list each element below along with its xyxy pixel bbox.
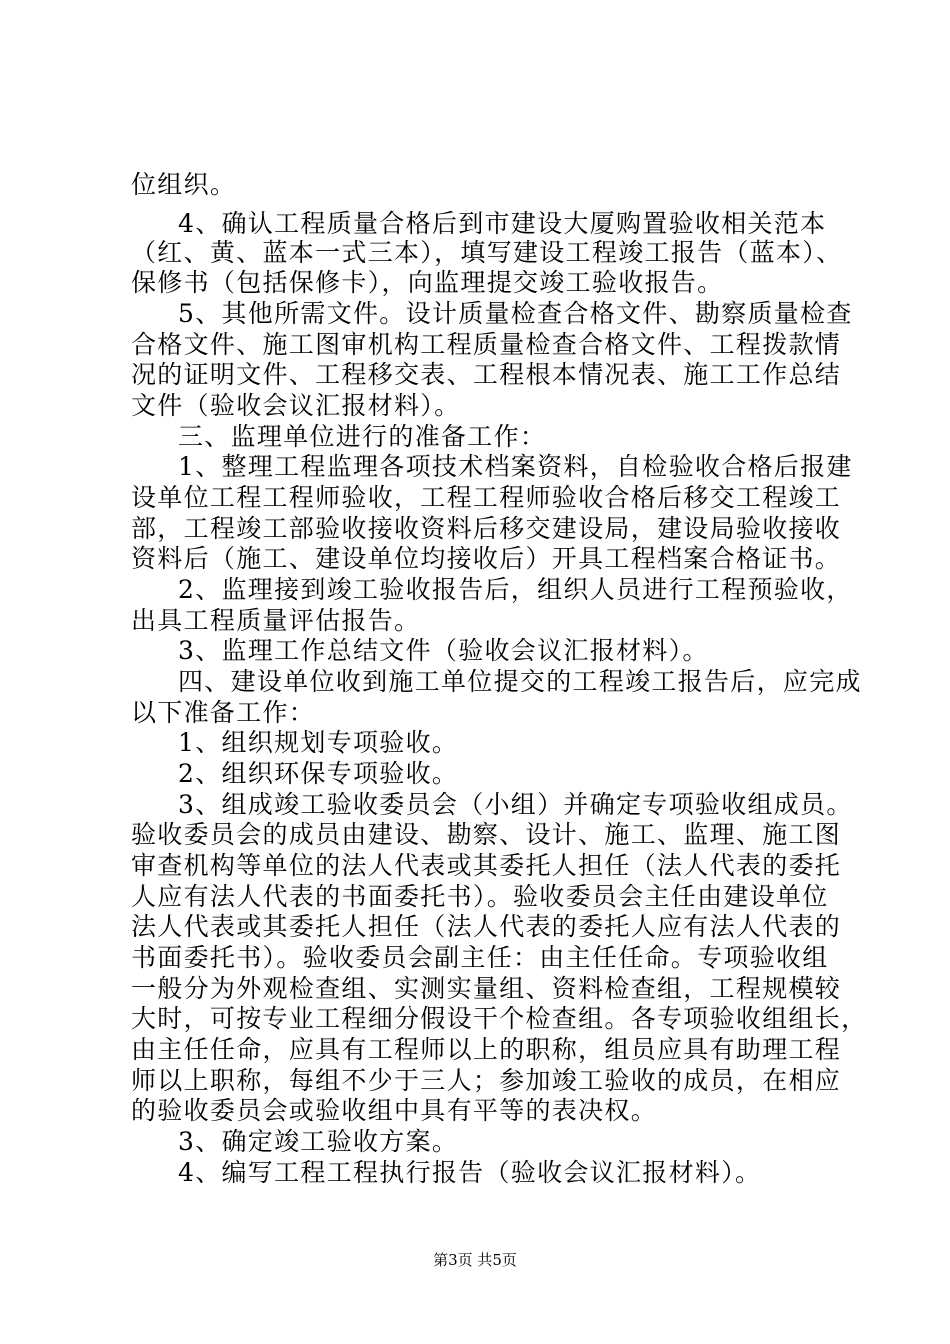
text-line: 法人代表或其委托人担任（法人代表的委托人应有法人代表的 bbox=[131, 912, 842, 941]
text-line: 四、建设单位收到施工单位提交的工程竣工报告后，应完成 bbox=[178, 667, 862, 696]
text-line: 2、监理接到竣工验收报告后，组织人员进行工程预验收， bbox=[178, 575, 853, 604]
text-line: （红、黄、蓝本一式三本），填写建设工程竣工报告（蓝本）、 bbox=[131, 238, 843, 267]
text-line: 位组织。 bbox=[131, 170, 237, 199]
text-line: 4、编写工程工程执行报告（验收会议汇报材料）。 bbox=[178, 1158, 762, 1187]
text-line: 3、组成竣工验收委员会（小组）并确定专项验收组成员。 bbox=[178, 790, 853, 819]
text-line: 由主任任命，应具有工程师以上的职称，组员应具有助理工程 bbox=[131, 1035, 842, 1064]
text-line: 三、监理单位进行的准备工作： bbox=[178, 422, 547, 451]
text-line: 保修书（包括保修卡），向监理提交竣工验收报告。 bbox=[131, 268, 724, 297]
text-line: 出具工程质量评估报告。 bbox=[131, 606, 421, 635]
text-line: 文件（验收会议汇报材料）。 bbox=[131, 391, 461, 420]
text-line: 5、其他所需文件。设计质量检查合格文件、勘察质量检查 bbox=[178, 299, 853, 328]
text-line: 设单位工程工程师验收，工程工程师验收合格后移交工程竣工 bbox=[131, 483, 842, 512]
text-line: 以下准备工作： bbox=[131, 698, 316, 727]
text-line: 一般分为外观检查组、实测实量组、资料检查组，工程规模较 bbox=[131, 974, 842, 1003]
text-line: 3、确定竣工验收方案。 bbox=[178, 1127, 459, 1156]
text-line: 4、确认工程质量合格后到市建设大厦购置验收相关范本 bbox=[178, 209, 827, 238]
text-line: 部，工程竣工部验收接收资料后移交建设局，建设局验收接收 bbox=[131, 514, 842, 543]
text-line: 大时，可按专业工程细分假设干个检查组。各专项验收组组长， bbox=[131, 1004, 868, 1033]
text-line: 资料后（施工、建设单位均接收后）开具工程档案合格证书。 bbox=[131, 544, 842, 573]
text-line: 1、整理工程监理各项技术档案资料，自检验收合格后报建 bbox=[178, 452, 853, 481]
text-line: 师以上职称，每组不少于三人；参加竣工验收的成员，在相应 bbox=[131, 1066, 842, 1095]
page-number-footer: 第3页 共5页 bbox=[433, 1251, 517, 1269]
text-line: 的验收委员会或验收组中具有平等的表决权。 bbox=[131, 1096, 658, 1125]
text-line: 况的证明文件、工程移交表、工程根本情况表、施工工作总结 bbox=[131, 360, 842, 389]
text-line: 审查机构等单位的法人代表或其委托人担任（法人代表的委托 bbox=[131, 851, 842, 880]
text-line: 人应有法人代表的书面委托书）。验收委员会主任由建设单位 bbox=[131, 882, 829, 911]
text-line: 验收委员会的成员由建设、勘察、设计、施工、监理、施工图 bbox=[131, 820, 842, 849]
text-line: 合格文件、施工图审机构工程质量检查合格文件、工程拨款情 bbox=[131, 330, 842, 359]
text-line: 1、组织规划专项验收。 bbox=[178, 728, 459, 757]
text-line: 3、监理工作总结文件（验收会议汇报材料）。 bbox=[178, 636, 709, 665]
text-line: 书面委托书）。验收委员会副主任：由主任任命。专项验收组 bbox=[131, 943, 829, 972]
text-line: 2、组织环保专项验收。 bbox=[178, 759, 459, 788]
